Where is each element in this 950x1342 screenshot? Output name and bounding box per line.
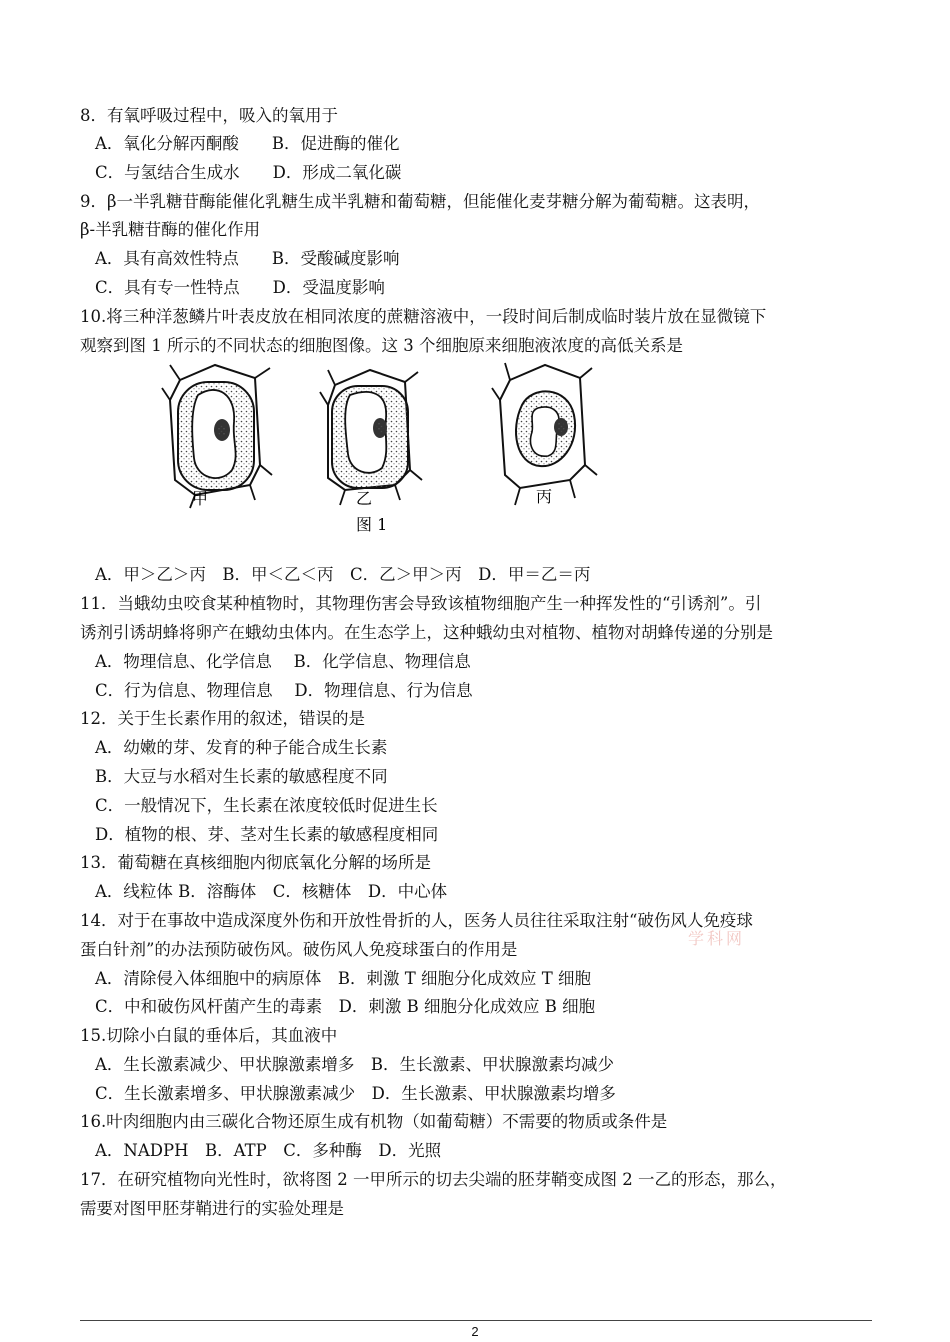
- cell-yi: [320, 370, 422, 505]
- watermark: 学科网: [688, 929, 746, 948]
- answer-options: C．一般情况下，生长素在浓度较低时促进生长: [95, 796, 438, 815]
- page-number: 2: [471, 1324, 479, 1339]
- answer-options: C．与氢结合生成水 D．形成二氧化碳: [95, 163, 402, 182]
- answer-options: A．生长激素减少、甲状腺激素增多 B．生长激素、甲状腺激素均减少: [95, 1055, 615, 1074]
- question-line: 12．关于生长素作用的叙述，错误的是: [80, 709, 365, 728]
- answer-options: A．甲＞乙＞丙 B．甲＜乙＜丙 C．乙＞甲＞丙 D．甲＝乙＝丙: [95, 565, 591, 584]
- question-line: 需要对图甲胚芽鞘进行的实验处理是: [80, 1199, 344, 1218]
- question-line: 蛋白针剂”的办法预防破伤风。破伤风人免疫球蛋白的作用是: [80, 940, 518, 959]
- question-line: 15.切除小白鼠的垂体后，其血液中: [80, 1026, 338, 1045]
- cell-bing: [492, 363, 597, 505]
- answer-options: D．植物的根、芽、茎对生长素的敏感程度相同: [95, 825, 439, 844]
- answer-options: C．具有专一性特点 D．受温度影响: [95, 278, 385, 297]
- answer-options: A．线粒体 B．溶酶体 C．核糖体 D．中心体: [95, 882, 448, 901]
- question-line: 8．有氧呼吸过程中，吸入的氧用于: [80, 106, 338, 125]
- question-line: 10.将三种洋葱鳞片叶表皮放在相同浓度的蔗糖溶液中，一段时间后制成临时装片放在显微镜下: [80, 307, 767, 326]
- answer-options: A．NADPH B．ATP C．多种酶 D．光照: [95, 1141, 442, 1160]
- figure-1-cells: [160, 360, 600, 540]
- figure-label-yi: 乙: [356, 489, 373, 508]
- question-line: 观察到图 1 所示的不同状态的细胞图像。这 3 个细胞原来细胞液浓度的高低关系是: [80, 336, 683, 355]
- figure-caption: 图 1: [356, 515, 388, 534]
- footer-rule: [80, 1320, 872, 1321]
- answer-options: B．大豆与水稻对生长素的敏感程度不同: [95, 767, 388, 786]
- question-line: 9．β一半乳糖苷酶能催化乳糖生成半乳糖和葡萄糖，但能催化麦芽糖分解为葡萄糖。这表明，: [80, 192, 761, 211]
- figure-label-bing: 丙: [536, 487, 553, 506]
- question-line: 16.叶肉细胞内由三碳化合物还原生成有机物（如葡萄糖）不需要的物质或条件是: [80, 1112, 668, 1131]
- answer-options: C．行为信息、物理信息 D．物理信息、行为信息: [95, 681, 473, 700]
- question-line: 14．对于在事故中造成深度外伤和开放性骨折的人，医务人员往往采取注射“破伤风人免疫球: [80, 911, 753, 930]
- question-line: 17．在研究植物向光性时，欲将图 2 一甲所示的切去尖端的胚芽鞘变成图 2 一乙的形态，那么，: [80, 1170, 787, 1189]
- answer-options: A．氧化分解丙酮酸 B．促进酶的催化: [95, 134, 400, 153]
- question-line: β-半乳糖苷酶的催化作用: [80, 220, 261, 239]
- answer-options: A．具有高效性特点 B．受酸碱度影响: [95, 249, 400, 268]
- question-line: 13．葡萄糖在真核细胞内彻底氧化分解的场所是: [80, 853, 431, 872]
- question-line: 11．当蛾幼虫咬食某种植物时，其物理伤害会导致该植物细胞产生一种挥发性的“引诱剂”。引: [80, 594, 762, 613]
- question-line: 诱剂引诱胡蜂将卵产在蛾幼虫体内。在生态学上，这种蛾幼虫对植物、植物对胡蜂传递的分别是: [80, 623, 773, 642]
- cell-jia: [162, 365, 272, 508]
- answer-options: C．中和破伤风杆菌产生的毒素 D．刺激 B 细胞分化成效应 B 细胞: [95, 997, 596, 1016]
- answer-options: C．生长激素增多、甲状腺激素减少 D．生长激素、甲状腺激素均增多: [95, 1084, 616, 1103]
- answer-options: A．清除侵入体细胞中的病原体 B．刺激 T 细胞分化成效应 T 细胞: [95, 969, 592, 988]
- figure-label-jia: 甲: [192, 489, 209, 508]
- answer-options: A．幼嫩的芽、发育的种子能合成生长素: [95, 738, 388, 757]
- answer-options: A．物理信息、化学信息 B．化学信息、物理信息: [95, 652, 471, 671]
